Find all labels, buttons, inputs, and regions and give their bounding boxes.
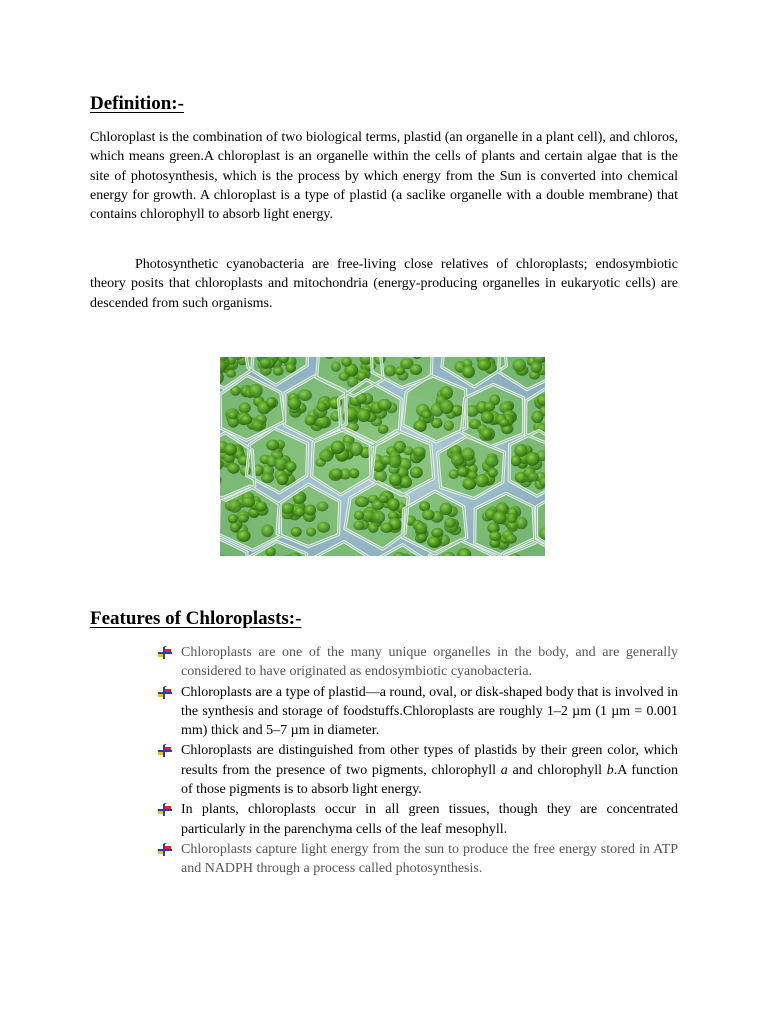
definition-heading: Definition:- bbox=[90, 93, 184, 114]
chloroplast-micrograph-image bbox=[220, 357, 545, 556]
list-item bbox=[156, 840, 678, 879]
feature-bullet-text: Chloroplasts are one of the many unique organelles in the body, and are generally considered to have originated as endosymbiotic cyanobacteria. bbox=[181, 645, 678, 680]
features-heading: Features of Chloroplasts:- bbox=[90, 608, 302, 629]
cross-arrow-bullet-icon bbox=[157, 646, 173, 660]
definition-paragraph-2: Photosynthetic cyanobacteria are free-living close relatives of chloroplasts; endosymbiotic theory posits that chloroplasts and mitochondria (energy-producing organelles in eukaryotic cells) are descended from such organisms. bbox=[90, 257, 678, 311]
list-item bbox=[156, 683, 678, 741]
feature-bullet-text-mid: and chlorophyll bbox=[507, 762, 607, 778]
feature-bullet-text: In plants, chloroplasts occur in all green tissues, though they are concentrated particularly in the parenchyma cells of the leaf mesophyll. bbox=[181, 802, 678, 837]
cross-arrow-bullet-icon bbox=[157, 686, 173, 700]
feature-bullet-text: Chloroplasts capture light energy from the sun to produce the free energy stored in ATP and NADPH through a process called photosynthesis. bbox=[181, 841, 678, 877]
cross-arrow-bullet-icon bbox=[157, 744, 173, 758]
list-item bbox=[156, 741, 678, 799]
chlorophyll-a-italic: a bbox=[500, 762, 508, 778]
list-item bbox=[156, 643, 678, 682]
features-list bbox=[156, 643, 678, 880]
cross-arrow-bullet-icon bbox=[157, 803, 173, 817]
feature-bullet-text-start: Chloroplasts are distinguished from other types of plastids by their green color, which results from the presence of two pigments, chlorophyll bbox=[181, 743, 678, 778]
feature-bullet-text: Chloroplasts are a type of plastid—a round, oval, or disk-shaped body that is involved in the synthesis and storage of foodstuffs.Chloroplasts are roughly 1–2 µm (1 µm = 0.001 mm) thick and 5–7 µm in diameter. bbox=[181, 684, 678, 739]
cross-arrow-bullet-icon bbox=[157, 843, 173, 857]
feature-bullet-text-end: .A function of those pigments is to absorb light energy. bbox=[181, 762, 678, 798]
list-item bbox=[156, 800, 678, 839]
chlorophyll-b-italic: b bbox=[606, 762, 614, 778]
definition-paragraph-1: Chloroplast is the combination of two biological terms, plastid (an organelle in a plant cell), and chloros, which means green.A chloroplast is an organelle within the cells of plants and certain algae that is the site of photosynthesis, which is the process by which energy from the Sun is converted into chemical energy for growth. A chloroplast is a type of plastid (a saclike organelle with a double membrane) that contains chlorophyll to absorb light energy. bbox=[90, 130, 678, 223]
